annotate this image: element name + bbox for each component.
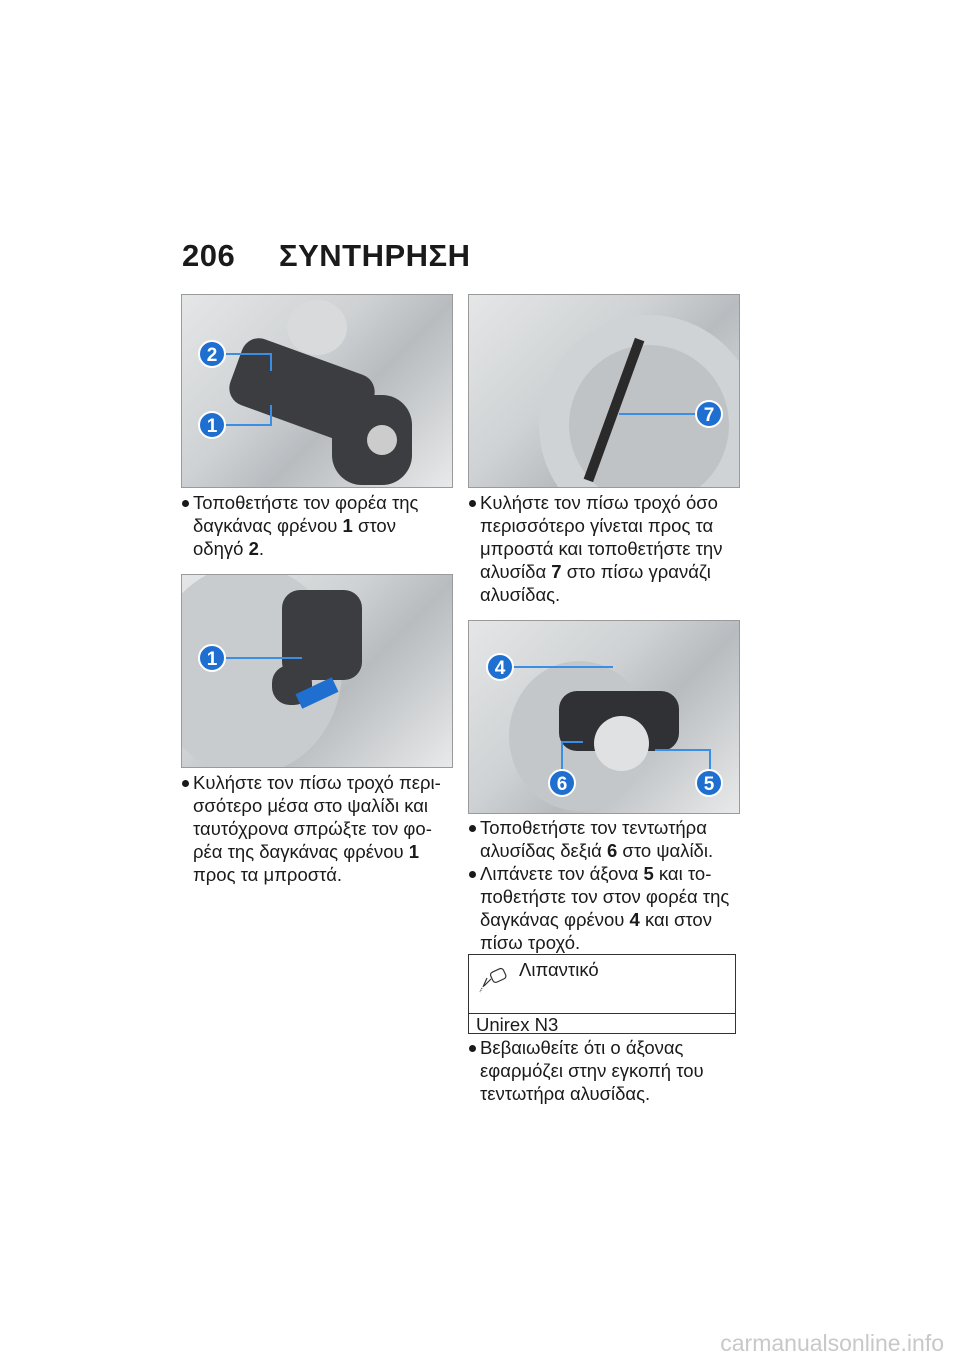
text-line bbox=[181, 840, 441, 863]
text-line bbox=[468, 1082, 704, 1105]
text-line bbox=[181, 514, 418, 537]
text-line bbox=[468, 560, 722, 583]
text-segment: και στον bbox=[639, 909, 712, 930]
text-line bbox=[468, 514, 722, 537]
text-line bbox=[468, 583, 722, 606]
text-line bbox=[468, 1059, 704, 1082]
instruction bbox=[181, 491, 418, 560]
text-segment: αλυσίδα bbox=[480, 561, 552, 582]
text-segment: Λιπάνετε τον άξονα bbox=[480, 863, 644, 884]
instruction bbox=[468, 816, 713, 862]
callout-5: 5 bbox=[695, 769, 723, 797]
instruction bbox=[181, 771, 441, 886]
text-segment: εφαρμόζει στην εγκοπή του bbox=[480, 1060, 704, 1081]
grease-tube-icon bbox=[479, 967, 509, 993]
callout-1: 1 bbox=[198, 411, 226, 439]
text-segment: στον bbox=[352, 515, 396, 536]
reference-number: 4 bbox=[629, 909, 640, 930]
instruction bbox=[468, 862, 729, 954]
text-segment: πίσω τροχό. bbox=[480, 932, 581, 953]
reference-number: 2 bbox=[248, 538, 259, 559]
text-segment: στο ψαλίδι. bbox=[617, 840, 714, 861]
reference-number: 1 bbox=[408, 841, 420, 862]
callout-6: 6 bbox=[548, 769, 576, 797]
text-segment: ρέα της δαγκάνας φρένου bbox=[193, 841, 409, 862]
text-segment: μπροστά και τοποθετήστε την bbox=[480, 538, 723, 559]
text-line bbox=[181, 771, 441, 794]
lubricant-box bbox=[468, 954, 736, 1034]
reference-number: 6 bbox=[606, 840, 618, 861]
reference-number: 5 bbox=[643, 863, 654, 884]
callout-4: 4 bbox=[486, 653, 514, 681]
reference-number: 1 bbox=[342, 515, 353, 536]
lubricant-value: Unirex N3 bbox=[476, 1014, 559, 1035]
text-segment: Κυλήστε τον πίσω τροχό όσο bbox=[480, 492, 718, 513]
text-line bbox=[468, 839, 713, 862]
text-line bbox=[468, 1036, 704, 1059]
lubricant-label: Λιπαντικό bbox=[519, 959, 599, 980]
reference-number: 7 bbox=[551, 561, 562, 582]
text-line bbox=[468, 537, 722, 560]
figure-axle-chain-adjuster bbox=[468, 620, 740, 814]
text-segment: δαγκάνας φρένου bbox=[193, 515, 343, 536]
text-line bbox=[468, 816, 713, 839]
text-segment: οδηγό bbox=[193, 538, 249, 559]
text-segment: αλυσίδας δεξιά bbox=[480, 840, 607, 861]
text-line bbox=[468, 862, 729, 885]
text-segment: περισσότερο γίνεται προς τα bbox=[480, 515, 714, 536]
text-segment: στο πίσω γρανάζι bbox=[561, 561, 711, 582]
text-segment: αλυσίδας. bbox=[480, 584, 561, 605]
text-line bbox=[181, 794, 441, 817]
text-line bbox=[468, 885, 729, 908]
text-line bbox=[468, 491, 722, 514]
text-segment: Τοποθετήστε τον τεντωτήρα bbox=[480, 817, 707, 838]
callout-2: 2 bbox=[198, 340, 226, 368]
page-number: 206 bbox=[182, 238, 236, 273]
text-line bbox=[468, 908, 729, 931]
text-segment: ταυτόχρονα σπρώξτε τον φο- bbox=[193, 818, 432, 839]
callout-7: 7 bbox=[695, 400, 723, 428]
watermark: carmanualsonline.info bbox=[720, 1330, 944, 1356]
text-segment: και το- bbox=[653, 863, 712, 884]
figure-chain-sprocket bbox=[468, 294, 740, 488]
text-segment: Κυλήστε τον πίσω τροχό περι- bbox=[193, 772, 441, 793]
text-segment: δαγκάνας φρένου bbox=[480, 909, 630, 930]
text-segment: Βεβαιωθείτε ότι ο άξονας bbox=[480, 1037, 684, 1058]
page-title: ΣΥΝΤΗΡΗΣΗ bbox=[279, 238, 471, 273]
callout-1: 1 bbox=[198, 644, 226, 672]
text-line bbox=[181, 491, 418, 514]
text-segment: σσότερο μέσα στο ψαλίδι και bbox=[193, 795, 429, 816]
figure-brake-caliper-carrier bbox=[181, 294, 453, 488]
figure-rear-wheel-caliper bbox=[181, 574, 453, 768]
text-line bbox=[181, 817, 441, 840]
instruction bbox=[468, 491, 722, 606]
text-segment: ποθετήστε τον στον φορέα της bbox=[480, 886, 730, 907]
text-segment: Τοποθετήστε τον φορέα της bbox=[193, 492, 419, 513]
text-segment: προς τα μπροστά. bbox=[193, 864, 343, 885]
text-segment: . bbox=[258, 538, 264, 559]
instruction bbox=[468, 1036, 704, 1105]
text-line bbox=[468, 931, 729, 954]
text-line bbox=[181, 863, 441, 886]
text-segment: τεντωτήρα αλυσίδας. bbox=[480, 1083, 651, 1104]
text-line bbox=[181, 537, 418, 560]
